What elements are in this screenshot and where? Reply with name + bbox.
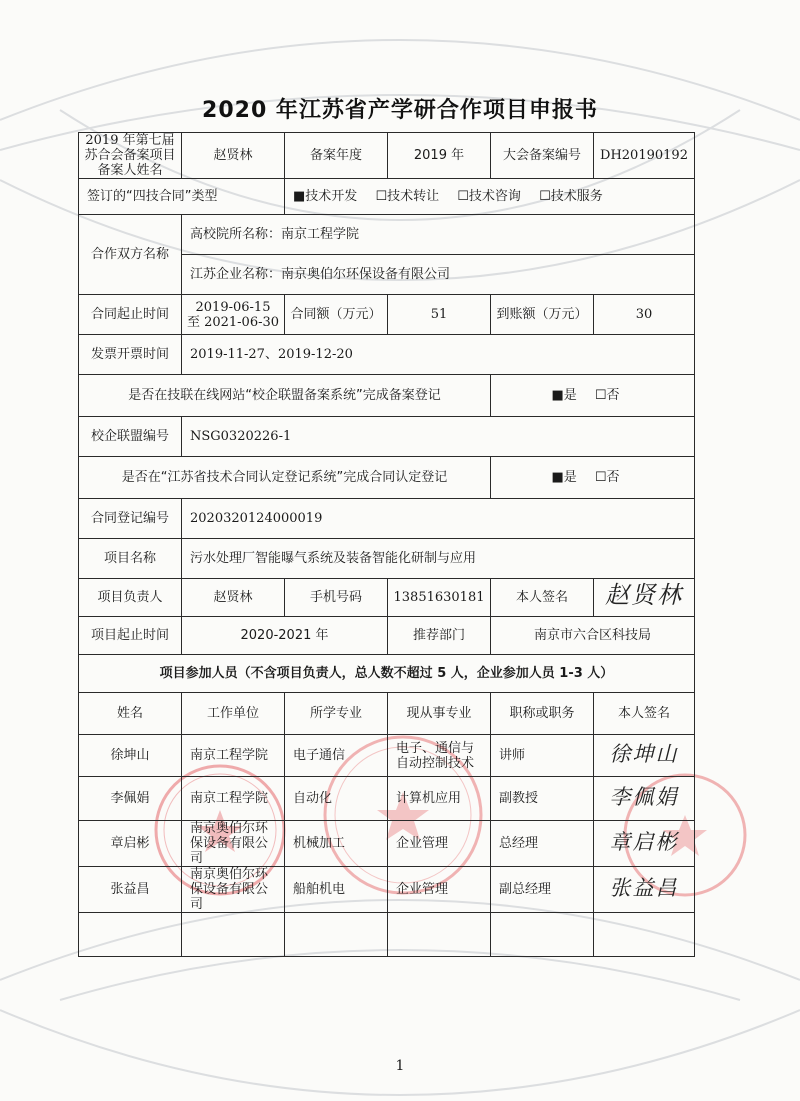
- alliance-no[interactable]: ☐否: [594, 388, 620, 403]
- invoice-value: 2019-11-27、2019-12-20: [182, 335, 695, 375]
- member-title: 讲师: [491, 735, 594, 777]
- member-unit: 南京奥伯尔环保设备有限公司: [182, 867, 285, 913]
- empty-cell: [79, 913, 182, 957]
- member-major: 船舶机电: [285, 867, 388, 913]
- invoice-label: 发票开票时间: [79, 335, 182, 375]
- contract-reg-yes[interactable]: ■是: [551, 470, 577, 485]
- record-year-value: 2019 年: [388, 133, 491, 179]
- alliance-number-value: NSG0320226-1: [182, 417, 695, 457]
- phone-label: 手机号码: [285, 579, 388, 617]
- empty-cell: [285, 913, 388, 957]
- leader-label: 项目负责人: [79, 579, 182, 617]
- received-amount-label: 到账额（万元）: [491, 295, 594, 335]
- row-contract-type: [79, 179, 695, 215]
- option-tech-consulting[interactable]: ☐技术咨询: [457, 189, 521, 204]
- row-members-title: [79, 655, 695, 693]
- signature-handwritten: 李佩娟: [609, 784, 679, 809]
- table-row: [79, 821, 695, 867]
- empty-cell: [388, 913, 491, 957]
- row-project-period: [79, 617, 695, 655]
- record-name-label: 2019 年第七届苏合会备案项目备案人姓名: [79, 133, 182, 179]
- project-period-label: 项目起止时间: [79, 617, 182, 655]
- university-name: 高校院所名称：南京工程学院: [182, 215, 695, 255]
- members-header-major: 所学专业: [285, 693, 388, 735]
- signature-handwritten: 赵贤林: [605, 581, 683, 609]
- member-signature: [594, 777, 695, 821]
- table-row: [79, 777, 695, 821]
- contract-type-label: 签订的“四技合同”类型: [79, 179, 285, 215]
- page-number: 1: [395, 1058, 405, 1074]
- option-tech-development[interactable]: ■技术开发: [293, 189, 358, 204]
- received-amount-value: 30: [594, 295, 695, 335]
- checkbox-empty-icon: ☐: [539, 189, 551, 204]
- member-major: 机械加工: [285, 821, 388, 867]
- row-record: [79, 133, 695, 179]
- row-parties-university: [79, 215, 695, 255]
- checkbox-empty-icon: ☐: [375, 189, 388, 204]
- alliance-number-label: 校企联盟编号: [79, 417, 182, 457]
- empty-cell: [594, 913, 695, 957]
- contract-reg-no[interactable]: ☐否: [594, 470, 620, 485]
- empty-cell: [182, 913, 285, 957]
- table-row: [79, 735, 695, 777]
- alliance-question: 是否在技联在线网站“校企联盟备案系统”完成备案登记: [79, 375, 491, 417]
- table-row-empty: [79, 913, 695, 957]
- contract-type-options: [285, 179, 695, 215]
- row-contract-reg-number: [79, 499, 695, 539]
- row-contract-registered: [79, 457, 695, 499]
- member-field: 企业管理: [388, 867, 491, 913]
- member-signature: [594, 735, 695, 777]
- table-row: [79, 867, 695, 913]
- contract-amount-value: 51: [388, 295, 491, 335]
- member-name: 李佩娟: [79, 777, 182, 821]
- members-header-field: 现从事专业: [388, 693, 491, 735]
- leader-signature: [594, 579, 695, 617]
- member-unit: 南京工程学院: [182, 777, 285, 821]
- contract-period-value: [182, 295, 285, 335]
- signature-handwritten: 章启彬: [609, 829, 679, 854]
- contract-reg-question: 是否在“江苏省技术合同认定登记系统”完成合同认定登记: [79, 457, 491, 499]
- member-title: 副总经理: [491, 867, 594, 913]
- project-name-value: 污水处理厂智能曝气系统及装备智能化研制与应用: [182, 539, 695, 579]
- members-header-name: 姓名: [79, 693, 182, 735]
- empty-cell: [491, 913, 594, 957]
- parties-label: 合作双方名称: [79, 215, 182, 295]
- contract-start: 2019-06-15: [195, 299, 271, 315]
- contract-reg-number-label: 合同登记编号: [79, 499, 182, 539]
- member-major: 自动化: [285, 777, 388, 821]
- option-tech-service[interactable]: ☐技术服务: [539, 189, 603, 204]
- member-field: 企业管理: [388, 821, 491, 867]
- alliance-answer: [491, 375, 695, 417]
- members-title: 项目参加人员（不含项目负责人，总人数不超过 5 人，企业参加人员 1-3 人）: [79, 655, 695, 693]
- member-major: 电子通信: [285, 735, 388, 777]
- contract-reg-number-value: 2020320124000019: [182, 499, 695, 539]
- record-name-value: 赵贤林: [182, 133, 285, 179]
- member-title: 副教授: [491, 777, 594, 821]
- application-form: [78, 132, 695, 957]
- row-alliance-registered: [79, 375, 695, 417]
- alliance-yes[interactable]: ■是: [551, 388, 577, 403]
- row-invoice: [79, 335, 695, 375]
- dept-label: 推荐部门: [388, 617, 491, 655]
- member-title: 总经理: [491, 821, 594, 867]
- enterprise-name: 江苏企业名称：南京奥伯尔环保设备有限公司: [182, 255, 695, 295]
- record-code-value: DH20190192: [594, 133, 695, 179]
- member-field: 计算机应用: [388, 777, 491, 821]
- record-year-label: 备案年度: [285, 133, 388, 179]
- row-contract-period: [79, 295, 695, 335]
- checkbox-checked-icon: ■: [293, 189, 306, 204]
- project-period-value: 2020-2021 年: [182, 617, 388, 655]
- members-header-title: 职称或职务: [491, 693, 594, 735]
- page-title: 2020 年江苏省产学研合作项目申报书: [202, 98, 598, 123]
- member-signature: [594, 867, 695, 913]
- checkbox-empty-icon: ☐: [457, 189, 469, 204]
- member-name: 张益昌: [79, 867, 182, 913]
- contract-end: 至 2021-06-30: [186, 314, 280, 330]
- row-leader: [79, 579, 695, 617]
- option-tech-transfer[interactable]: ☐技术转让: [375, 189, 440, 204]
- contract-period-label: 合同起止时间: [79, 295, 182, 335]
- member-unit: 南京工程学院: [182, 735, 285, 777]
- row-alliance-number: [79, 417, 695, 457]
- member-name: 徐坤山: [79, 735, 182, 777]
- member-signature: [594, 821, 695, 867]
- leader-sign-label: 本人签名: [491, 579, 594, 617]
- project-name-label: 项目名称: [79, 539, 182, 579]
- member-unit: 南京奥伯尔环保设备有限公司: [182, 821, 285, 867]
- phone-value: 13851630181: [388, 579, 491, 617]
- members-header-row: [79, 693, 695, 735]
- members-header-signature: 本人签名: [594, 693, 695, 735]
- member-name: 章启彬: [79, 821, 182, 867]
- member-field: 电子、通信与自动控制技术: [388, 735, 491, 777]
- row-project-name: [79, 539, 695, 579]
- contract-amount-label: 合同额（万元）: [285, 295, 388, 335]
- members-header-unit: 工作单位: [182, 693, 285, 735]
- dept-value: 南京市六合区科技局: [491, 617, 695, 655]
- signature-handwritten: 徐坤山: [609, 741, 679, 766]
- leader-name: 赵贤林: [182, 579, 285, 617]
- signature-handwritten: 张益昌: [609, 875, 679, 900]
- record-code-label: 大会备案编号: [491, 133, 594, 179]
- contract-reg-answer: [491, 457, 695, 499]
